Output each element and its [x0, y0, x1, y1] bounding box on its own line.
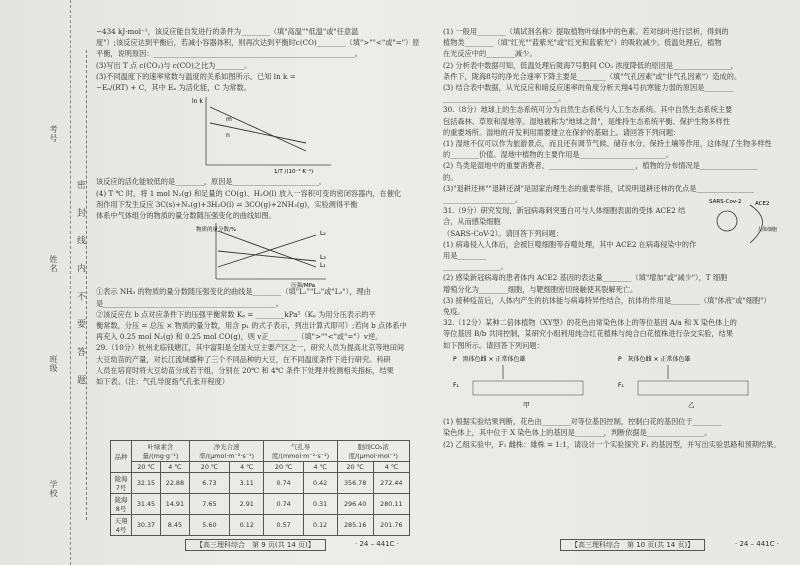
seal-dashed-line — [86, 50, 87, 520]
text-line: 条件下，陇海8号的净光合速率下降主要是________（填"气孔因素"或"非气孔因素"）造成的。 — [443, 71, 742, 81]
binding-margin — [0, 0, 85, 565]
page-number-left: 【高三理科综合 第 9 页(共 14 页)】 — [185, 539, 326, 551]
table-header-row — [111, 441, 410, 462]
question-30: 30.（8分）地球上的生态系统可分为自然生态系统与人工生态系统。其中自然生态系统主要 — [443, 105, 733, 115]
left-column — [96, 26, 426, 387]
graph2-y-label: 物质的量分数/% — [196, 227, 237, 234]
cross-parent-left: P 黑体色雌 × 正常体色雄 — [453, 355, 526, 363]
class-label: 班级 — [49, 355, 58, 373]
graph1-x-label: 1/T /(10⁻³ K⁻¹) — [274, 169, 314, 176]
text-line: 的。 — [443, 172, 458, 182]
virus-cell-diagram — [705, 195, 785, 247]
text-line: 包括森林、草原和湿地等。湿地被称为"地球之肾"，是维持生态系统平衡、保护生物多样性 — [443, 116, 730, 126]
text-line: (2) 感染新冠病毒的患者体内 ACE2 基因的表达量________（填"增加"或"减少"），T 细胞 — [443, 273, 728, 283]
text-line: (3)不同温度下的速率常数与温度的关系如图所示。已知 ln k = — [96, 71, 296, 81]
virus-label: SARS-Cov-2 — [709, 199, 742, 206]
exam-number-label: 考号 — [49, 125, 58, 143]
footer-right — [560, 540, 705, 550]
text-line: 免疫。 — [443, 307, 465, 317]
text-line: ________________________________。 — [443, 94, 566, 104]
temp-cell: 4 ℃ — [229, 462, 264, 473]
text-line: 衡常数，分压 = 总压 × 物质的量分数，用含 p₁ 的式子表示，列出计算式即可）;若向 b 点体系中 — [96, 321, 407, 331]
table-row: 天翔4号 30.37 8.45 5.60 0.12 0.57 0.12 285.16 201.76 — [111, 515, 410, 536]
temp-cell: 20 ℃ — [337, 462, 373, 473]
graph1-curve-m — [210, 107, 306, 151]
text-line: 如下表。（注：气孔导度指气孔张开程度） — [96, 377, 229, 387]
table-temp-row — [111, 462, 410, 473]
graph2-l2-label: L₂ — [320, 230, 326, 238]
temp-cell: 20 ℃ — [132, 462, 161, 473]
text-line: (1) 根据实验结果判断，花色由________对等位基因控制，控制白花的基因位于________ — [443, 417, 722, 427]
graph2-l1-label: L₁ — [320, 262, 326, 270]
cross-group-a: 甲 — [523, 400, 530, 409]
table-header: 品种 — [111, 441, 132, 473]
footer-code-right: · 24 – 441C · — [735, 540, 780, 548]
text-line: (3)"退耕还林""退耕还湖"是国家治理生态的重要举措，试说明退耕还林的优点是________________ — [443, 183, 754, 193]
temp-cell: 4 ℃ — [303, 462, 337, 473]
table-row: 陇海7号 32.15 22.88 6.73 3.11 0.74 0.42 356.78 272.44 — [111, 473, 410, 494]
text-line: 人员在培育时将大豆幼苗分成若干组，分别在 20℃ 和 4℃ 条件下处理并检测相关指标，结果 — [96, 365, 394, 375]
text-line: 体系中气体组分的物质的量分数随压强变化的曲线如图。 — [96, 211, 276, 221]
name-label: 姓名 — [49, 255, 58, 273]
text-line: 在光反应中的________减少。 — [443, 49, 537, 59]
text-line: ①表示 NH₃ 的物质的量分数随压强变化的曲线是________（填"L₁""L₂"或"L₃"），理由 — [96, 287, 371, 297]
text-line: 的________价值。湿地中植物的主要作用是________________________。 — [443, 150, 674, 160]
text-line: 度"）;该反应达到平衡后，若减小容器体积，则再次达到平衡时c(CO)________（填">""<"或"="）原 — [96, 38, 420, 48]
soybean-data-table — [110, 440, 410, 536]
text-line: 的重要场所。湿地的开发利用需要建立在保护的基础上。请回答下列问题： — [443, 127, 681, 137]
text-line: 等位基因 B/b 共同控制，某研究小组利用纯合红花植株与纯合白花植株进行杂交实验，结果 — [443, 329, 734, 339]
cross-parent-right: P 灰体色雌 × 正常体色雄 — [618, 355, 691, 363]
text-line: (2) 鸟类是湿地中的重要消费者，________________________，植物的分布情况是________________ — [443, 161, 758, 171]
page-number-right: 【高三理科综合 第 10 页(共 14 页)】 — [560, 539, 705, 551]
text-line: ②该反应在 b 点对应条件下的压强平衡常数 Kₚ = ________kPa⁵（Kₚ 为用分压表示的平 — [96, 309, 376, 319]
text-line: (2) 乙组实验中，F₁ 雌株：雄株 = 1:1，请设计一个实验探究 F₁ 的基因型，并写出实验思路和预期结果。 — [443, 439, 781, 449]
text-line: 增殖分化为________细胞，与靶细胞密切接触使其裂解死亡。 — [443, 284, 638, 294]
temp-cell: 4 ℃ — [160, 462, 189, 473]
text-line: 剂作用下发生反应 3C(s)+N₂(g)+3H₂O(l) ⇌ 3CO(g)+2NH₃(g)，实验测得平衡 — [96, 199, 358, 209]
receptor-label: ACE2 — [755, 201, 770, 208]
text-line: (3) 接种疫苗后，人体内产生的抗体能与病毒特异性结合，抗体的作用是________（填"体液"或"细胞"） — [443, 295, 771, 305]
table-header: 叶绿素含量/(mg·g⁻¹) — [132, 441, 190, 462]
footer-left — [185, 540, 326, 550]
virus-shape — [717, 211, 737, 231]
cell-membrane — [750, 205, 763, 243]
table-header: 净光合速率/(μmol·m⁻²·s⁻¹) — [189, 441, 264, 462]
text-line: 是________________________________________________。 — [96, 298, 283, 308]
text-line: （SARS-CoV-2）。请回答下列问题： — [443, 228, 563, 238]
text-line: 大豆幼苗的产量，对长江流域播种了三个不同品种的大豆，在不同温度条件下进行研究。科研 — [96, 354, 391, 364]
text-line: (2) 分析表中数据可知，低温处理后陇海7号胞间 CO₂ 浓度降低的原因是________________， — [443, 60, 738, 70]
text-line: (4) T ℃ 时，将 1 mol N₂(g) 和足量的 CO(g)、H₂O(l) 放入一容积可变的密闭容器内，在催化 — [96, 188, 402, 198]
table-header: 胞间CO₂浓度/(μmol·mol⁻¹) — [337, 441, 409, 462]
text-line: (1) 病毒侵入人体后，会被巨噬细胞等吞噬处理，其中 ACE2 在病毒侵染中的作用是________ — [443, 239, 697, 261]
graph2-curve-l3 — [218, 251, 316, 261]
text-line: −434 kJ·mol⁻¹，该反应能自发进行的条件为________（填"高温""低温"或"任意温 — [96, 27, 359, 36]
temp-cell: 20 ℃ — [264, 462, 303, 473]
cell-label: 人体细胞 — [757, 227, 778, 234]
school-label: 学校 — [49, 480, 58, 498]
rate-constant-graph — [96, 93, 426, 176]
cross-f1-right: F₁ — [618, 381, 624, 389]
cross-f1-left: F₁ — [453, 381, 459, 389]
text-line: 平衡，说明原因：________________________________________________________。 — [96, 49, 362, 59]
text-line: (3) 结合表中数据，从光反应和暗反应速率的角度分析天翔4号抗寒能力弱的原因是________ — [443, 83, 734, 93]
text-line: ____________________。 — [443, 195, 523, 205]
graph2-x-label: 压强/MPa — [291, 283, 316, 290]
table-row: 陇海8号 31.45 14.91 7.65 2.91 0.74 0.31 296.40 280.11 — [111, 494, 410, 515]
graph1-y-label: ln k — [192, 98, 203, 106]
text-line: 该反应的活化能较低的是________，原因是________________________。 — [96, 177, 327, 187]
footer-code-left: · 24 – 441C · — [355, 540, 400, 548]
text-line: (1) 一般用________（填试剂名称）提取植物叶绿体中的色素。若对绿叶进行层析，得到的 — [443, 27, 729, 36]
question-29: 29.（10分）杭州北临钱塘江，其中富阳是全国大豆主要产区之一，研究人员为提高北京等地田间 — [96, 343, 405, 353]
table-header: 气孔导度/(mmol·m⁻²·s⁻¹) — [264, 441, 337, 462]
graph2-curve-l1 — [218, 231, 316, 267]
temp-cell: 20 ℃ — [189, 462, 229, 473]
text-line: 植物类________（填"红光""蓝紫光"或"红光和蓝紫光"）的吸收减少。低温处理后，植物 — [443, 38, 722, 48]
graph1-curve-m-label: m — [226, 116, 232, 124]
seal-line-text: 密 封 线 内 不 要 答 题 — [75, 180, 85, 393]
text-line: 染色体上，其中位于 X 染色体上的基因是________，判断依据是________________。 — [443, 428, 712, 438]
text-line: (3)写出 T 点 c(CO₂)与 c(CO)之比为________。 — [96, 60, 252, 70]
question-31: 31.（9分）研究发现，新冠病毒刺突蛋白可与人体细胞表面的受体 ACE2 结合，从而感染细胞 — [443, 206, 686, 227]
right-column — [443, 26, 783, 450]
text-line: −Eₐ/(RT) + C，其中 Eₐ 为活化能，C 为常数。 — [96, 83, 251, 93]
text-line: 再充入 0.25 mol N₂(g) 和 0.25 mol CO(g)，则 v正________（填">""<"或"="）v逆。 — [96, 332, 383, 342]
cross-group-b: 乙 — [688, 400, 695, 409]
text-line: ________________。 — [443, 262, 508, 272]
graph1-curve-n-label: n — [226, 132, 230, 140]
graph2-l3-label: L₃ — [320, 254, 326, 262]
genetic-cross-diagram — [443, 351, 783, 413]
graph2-curve-l2 — [218, 235, 316, 267]
text-line: 如下图所示。请回答下列问题： — [443, 340, 544, 350]
question-32: 32.（12分）某种二倍体植物（XY型）的花色由常染色体上的等位基因 A/a 和 X 染色体上的 — [443, 318, 737, 328]
graph1-curve-n — [210, 123, 306, 143]
text-line: (1) 湿地不仅可以作为旅游景点，而且还有调节气候、储存水分、保持土壤等作用，这体现了生物多样性 — [443, 139, 772, 149]
temp-cell: 4 ℃ — [373, 462, 409, 473]
mole-fraction-graph — [96, 221, 426, 290]
